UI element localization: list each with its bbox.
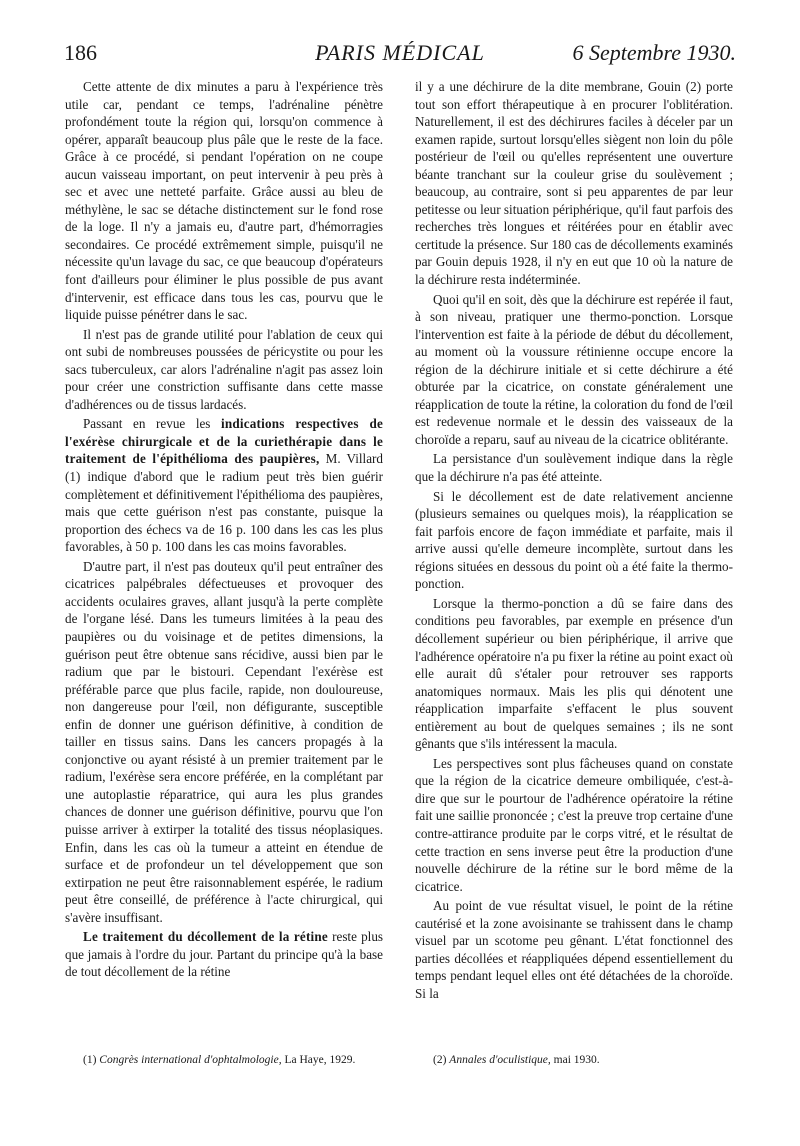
paragraph <box>65 415 383 555</box>
paragraph: il y a une déchirure de la dite membrane, Gouin (2) porte tout son effort thérapeutique à en procurer l'oblitération. Naturellement, il est des déchirures faciles à déceler par un examen rapide, surtout lorsqu'elles siègent non loin du pôle postérieur de l'œil ou qu'elles représentent une ouverture béante tranchant sur la couleur grise du soulèvement ; beaucoup, au contraire, sont si peu apparentes de par leur petitesse ou leur situation périphérique, qu'il faut parfois des recherches très longues et réitérées pour en établir avec certitude la présence. Sur 180 cas de décollements examinés par Gouin depuis 1928, il n'y en eut que 10 où la nature de la déchirure resta indéterminée. <box>415 79 733 288</box>
footnote-source-title: Annales d'oculistique, <box>449 1054 551 1066</box>
paragraph-text: M. Villard (1) indique d'abord que le radium peut très bien guérir complètement et définitivement l'épithélioma des paupières, mais que cette guérison n'est pas constante, puisque la proportion des échecs va de 16 p. 100 dans les cas les plus favorables, à 50 p. 100 dans les cas moins favorables. <box>65 451 383 555</box>
footnote-1 <box>65 1053 383 1068</box>
paragraph: Cette attente de dix minutes a paru à l'expérience très utile car, pendant ce temps, l'adrénaline pénètre profondément toute la région qui, lorsqu'on commence à opérer, apparaît beaucoup plus pâle que le reste de la face. Grâce à ce procédé, si pendant l'opération on ne coupe aucun vaisseau important, on peut intervenir à peu près à sec et avec une netteté parfaite. Grâce aussi au bleu de méthylène, le sac se détache distinctement sur le fond rose de la loge. Il n'y a jamais eu, d'autre part, d'hémorragies secondaires. Ce procédé extrêmement simple, puisqu'il ne nécessite qu'un lavage du sac, ce que beaucoup d'opérateurs font d'ailleurs pour éliminer le plus possible de pus avant d'intervenir, est efficace dans tous les cas, pourvu que le liquide puisse pénétrer dans le sac. <box>65 79 383 323</box>
page-header <box>64 40 736 70</box>
paragraph: D'autre part, il n'est pas douteux qu'il peut entraîner des cicatrices palpébrales défectueuses et provoquer des accidents oculaires graves, allant jusqu'à la perte complète de l'organe lésé. Dans les tumeurs limitées à la peau des paupières ou du voisinage et de petites dimensions, la guérison peut être obtenue sans récidive, aussi bien par le radium que par le bistouri. Cependant l'exérèse est préférable parce que plus facile, rapide, non douloureuse, non dangereuse pour l'œil, non défigurante, susceptible enfin de donner une guérison définitive, à condition de tailler en tissus sains. Dans les cancers propagés à la conjonctive ou ayant résisté à un premier traitement par le radium, l'exérèse sera encore préférée, en la complétant par une autoplastie réparatrice, qui aura les plus grandes chances de donner une guérison définitive, pourvu que l'on puisse arriver à extirper la totalité des tissus néoplasiques. Enfin, dans les cas où la tumeur a atteint en étendue de surface et de profondeur un tel développement que son extirpation ne peut être raisonnablement espérée, le radium peut être conseillé, de préférence à l'acte chirurgical, qui s'avère insuffisant. <box>65 558 383 925</box>
footnote-number: (1) <box>83 1054 97 1066</box>
footnote-number: (2) <box>433 1054 447 1066</box>
footnote-source-title: Congrès international d'ophtalmologie, <box>99 1054 282 1066</box>
right-column <box>415 78 733 1002</box>
paragraph-lead: Passant en revue les <box>83 416 211 432</box>
footnote-details: mai 1930. <box>553 1054 600 1066</box>
paragraph: Lorsque la thermo-ponction a dû se faire dans des conditions peu favorables, par exemple en présence d'un décollement supérieur ou bien périphérique, il arrive que l'adhérence opératoire n'a pu fixer la rétine au point exact où elle aurait dû s'étaler pour retrouver ses rapports anatomiques normaux. Mais les plis qui dénotent une réapplication imparfaite s'effacent le plus souvent entièrement au bout de quelques semaines ; ils ne sont gênants que s'ils intéressent la macula. <box>415 595 733 752</box>
footnote-details: La Haye, 1929. <box>284 1054 356 1066</box>
paragraph: Quoi qu'il en soit, dès que la déchirure est repérée il faut, à son niveau, pratiquer une thermo-ponction. Lorsque l'intervention est faite à la période de début du décollement, au moment où la voussure rétinienne occupe encore la région de la déchirure initiale et si cette déchirure a été obturée par la cicatrice, on constate généralement une réapplication de toute la rétine, la coloration du fond de l'œil est redevenue normale et le dessin des vaisseaux de la choroïde a reparu, sauf au niveau de la cicatrice oblitérante. <box>415 291 733 447</box>
paragraph: Il n'est pas de grande utilité pour l'ablation de ceux qui ont subi de nombreuses poussées de péricystite ou pour les sacs tuberculeux, car alors l'adrénaline n'agit pas assez loin pour créer une constriction suffisante dans cette masse d'adhérences ou de tissus lardacés. <box>65 326 383 412</box>
left-column <box>65 78 383 981</box>
paragraph: Si le décollement est de date relativement ancienne (plusieurs semaines ou quelques mois), la réapplication se fait parfois encore de façon immédiate et parfaite, mais il arrive aussi qu'elle demeure incomplète, surtout dans les régions situées en dessous du point où a été faite la thermo-ponction. <box>415 488 733 592</box>
page-number: 186 <box>64 40 97 65</box>
paragraph-text: reste plus que jamais à l'ordre du jour. Partant du principe qu'à la base de tout décollement de la rétine <box>65 929 383 980</box>
paragraph <box>65 928 383 981</box>
paragraph: La persistance d'un soulèvement indique dans la règle que la déchirure n'a pas été atteinte. <box>415 451 733 485</box>
section-topic-bold: Le traitement du décollement de la rétine <box>83 929 328 945</box>
footnote-2 <box>415 1053 733 1068</box>
journal-title: PARIS MÉDICAL <box>315 40 485 65</box>
section-topic-bold: indications respectives de l'exérèse chirurgicale et de la curiethérapie dans le traitement de l'épithélioma des paupières, <box>65 416 383 467</box>
issue-date: 6 Septembre 1930. <box>572 40 736 65</box>
paragraph: Les perspectives sont plus fâcheuses quand on constate que la région de la cicatrice demeure ombiliquée, c'est-à-dire que sur le pourtour de l'adhérence opératoire la rétine fait une saillie prononcée ; c'est la preuve trop certaine d'une contre-attirance produite par le corps vitré, et le résultat de cette traction en sens inverse peut être la production d'une nouvelle déchirure de la rétine sur le bord même de la cicatrice. <box>415 755 733 894</box>
paragraph: Au point de vue résultat visuel, le point de la rétine cautérisé et la zone avoisinante se trahissent dans le champ visuel par un scotome peu gênant. L'état fonctionnel des parties décollées et réappliquées dépend essentiellement du temps pendant lequel elles ont été détachées de la choroïde. Si la <box>415 898 733 1001</box>
